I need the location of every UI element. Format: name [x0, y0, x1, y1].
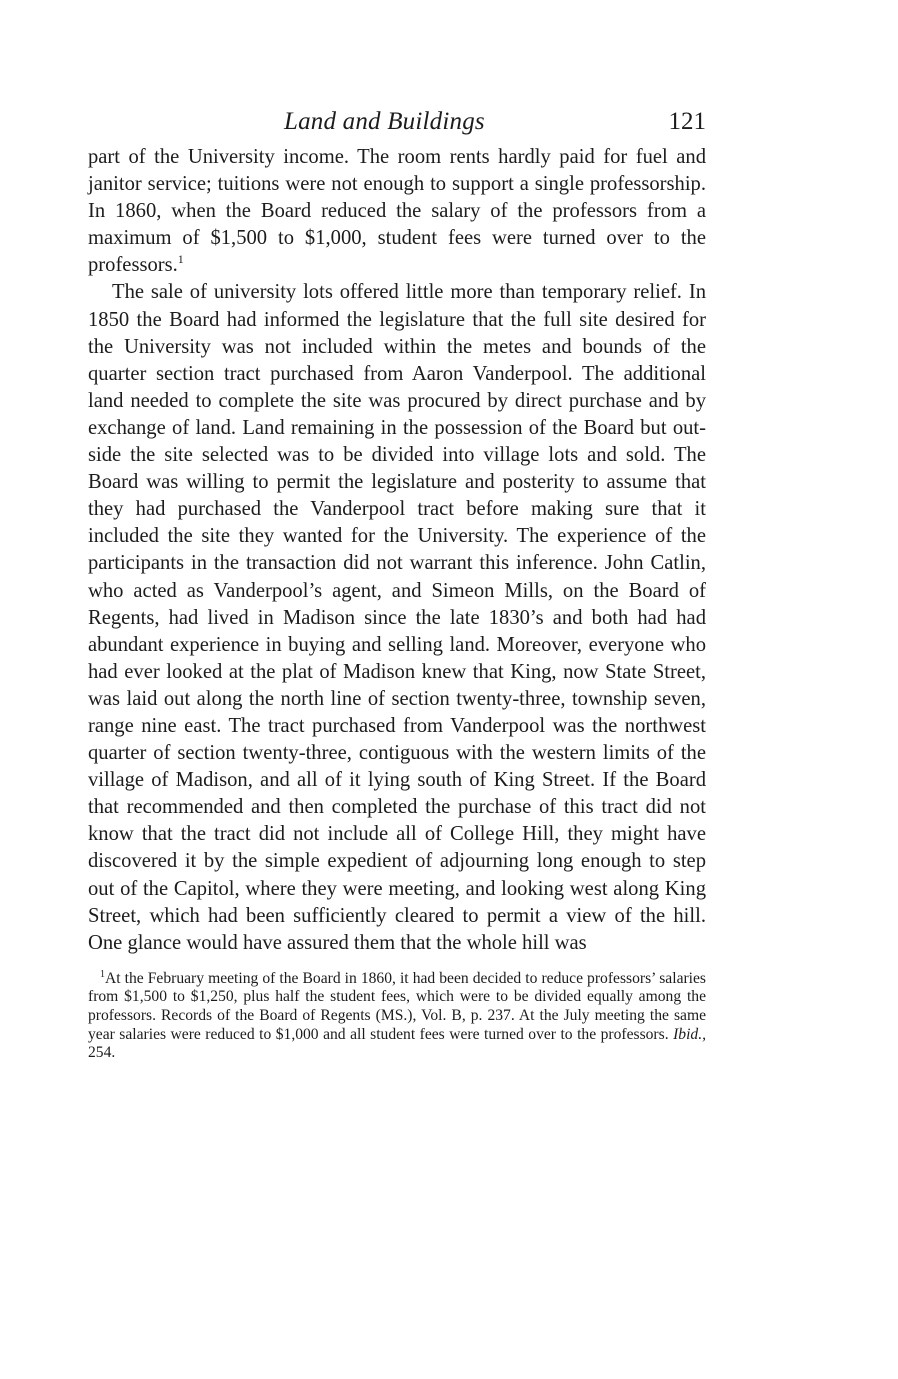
footnote-reference: 1: [177, 252, 184, 267]
footnote-citation-ibid: Ibid.,: [673, 1025, 706, 1043]
paragraph: The sale of university lots offered little more than temporary relief. In 1850 the Board had informed the legislature that the full site desired for the University was not included within the metes and bounds of the quarter section tract purchased from Aaron Vanderpool. The additional land needed to complete the site was procured by direct purchase and by exchange of land. Land remaining in the possession of the Board but outside the site selected was to be divided into village lots and sold. The Board was willing to permit the legislature and posterity to assume that they had purchased the Vanderpool tract before making sure that it included the site they wanted for the University. The experience of the participants in the transaction did not warrant this inference. John Catlin, who acted as Vanderpool’s agent, and Simeon Mills, on the Board of Regents, had lived in Madison since the late 1830’s and both had had abundant experience in buying and selling land. Moreover, everyone who had ever looked at the plat of Madison knew that King, now State Street, was laid out along the north line of section twenty-three, township seven, range nine east. The tract purchased from Vanderpool was the northwest quarter of section twenty-three, contiguous with the western limits of the village of Madison, and all of it lying south of King Street. If the Board that recommended and then completed the purchase of this tract did not know that the tract did not include all of College Hill, they might have discovered it by the simple expedient of adjourning long enough to step out of the Capitol, where they were meeting, and looking west along King Street, which had been sufficiently cleared to permit a view of the hill. One glance would have assured them that the whole hill was: [88, 281, 706, 954]
body-text: [88, 144, 706, 957]
footnote-marker: 1: [100, 968, 105, 980]
footnote-text: At the February meeting of the Board in 1860, it had been decided to reduce professors’ salaries from $1,500 to $1,250, plus half the student fees, which were to be divided equally among the professors. Records of the Board of Regents (MS.), Vol. B, p. 237. At the July meeting the same year salaries were reduced to $1,000 and all student fees were turned over to the professors.: [88, 969, 706, 1043]
paragraph: [88, 144, 706, 279]
running-head: [88, 104, 706, 144]
footnote-citation-page: 254.: [88, 1044, 116, 1062]
page-number: 121: [668, 108, 706, 135]
footnote: [88, 970, 706, 1063]
paragraph-text: part of the University income. The room rents hardly paid for fuel and janitor service; tuitions were not enough to support a single professorship. In 1860, when the Board reduced the salary of the professors from a maximum of $1,500 to $1,000, student fees were turned over to the professors.: [88, 146, 706, 277]
book-page: [88, 104, 706, 1063]
running-title: Land and Buildings: [284, 108, 485, 135]
